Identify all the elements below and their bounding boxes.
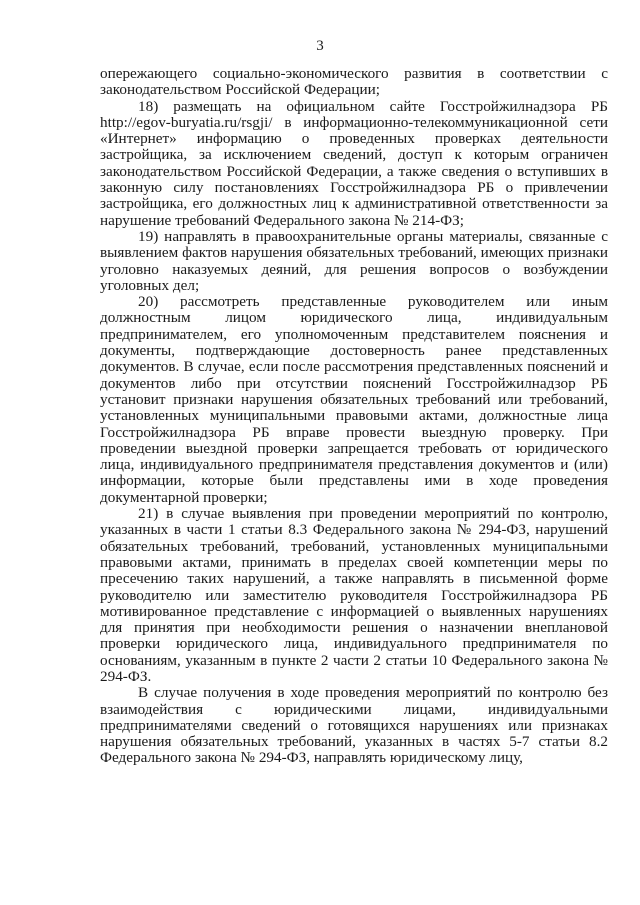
paragraph-item-19: 19) направлять в правоохранительные органы материалы, связанные с выявлением фактов нарушения обязательных требований, имеющих признаки уголовно наказуемых деяний, для решения вопросов о возбуждении уголовных дел; <box>100 227 608 294</box>
paragraph-item-20: 20) рассмотреть представленные руководителем или иным должностным лицом юридического лица, индивидуальным предпринимателем, его уполномоченным представителем пояснения и документы, подтверждающие достоверность ранее представленных документов. В случае, если после рассмотрения представленных пояснений и документов либо при отсутствии пояснений Госстройжилнадзор РБ установит признаки нарушения обязательных требований или требований, установленных муниципальными правовыми актами, должностные лица Госстройжилнадзора РБ вправе провести выездную проверку. При проведении выездной проверки запрещается требовать от юридического лица, индивидуального предпринимателя представления документов и (или) информации, которые были представлены ими в ходе проведения документарной проверки; <box>100 293 608 506</box>
paragraph-item-18: 18) размещать на официальном сайте Госстройжилнадзора РБ http://egov-buryatia.ru/rsgji/ в информационно-телекоммуникационной сети «Интернет» информацию о проведенных проверках деятельности застройщика, за исключением сведений, доступ к которым ограничен законодательством Российской Федерации, а также сведения о вступивших в законную силу постановлениях Госстройжилнадзора РБ о привлечении застройщика, его должностных лиц к административной ответственности за нарушение требований Федерального закона № 214-ФЗ; <box>100 97 608 229</box>
paragraph-item-21: 21) в случае выявления при проведении мероприятий по контролю, указанных в части 1 статьи 8.3 Федерального закона № 294-ФЗ, нарушений обязательных требований, требований, установленных муниципальными правовыми актами, принимать в пределах своей компетенции меры по пресечению таких нарушений, а также направлять в письменной форме руководителю или заместителю руководителя Госстройжилнадзора РБ мотивированное представление с информацией о выявленных нарушениях для принятия при необходимости решения о назначении внеплановой проверки юридического лица, индивидуального предпринимателя по основаниям, указанным в пункте 2 части 2 статьи 10 Федерального закона № 294-ФЗ. <box>100 505 608 685</box>
paragraph-without-interaction: В случае получения в ходе проведения мероприятий по контролю без взаимодействия с юридическими лицами, индивидуальными предпринимателями сведений о готовящихся нарушениях или признаках нарушения обязательных требований, указанных в частях 5-7 статьи 8.2 Федерального закона № 294-ФЗ, направлять юридическому лицу, <box>100 684 608 767</box>
page-number: 3 <box>316 38 324 54</box>
document-body <box>100 66 608 767</box>
paragraph-continuation: опережающего социально-экономического развития в соответствии с законодательством Российской Федерации; <box>100 65 608 99</box>
